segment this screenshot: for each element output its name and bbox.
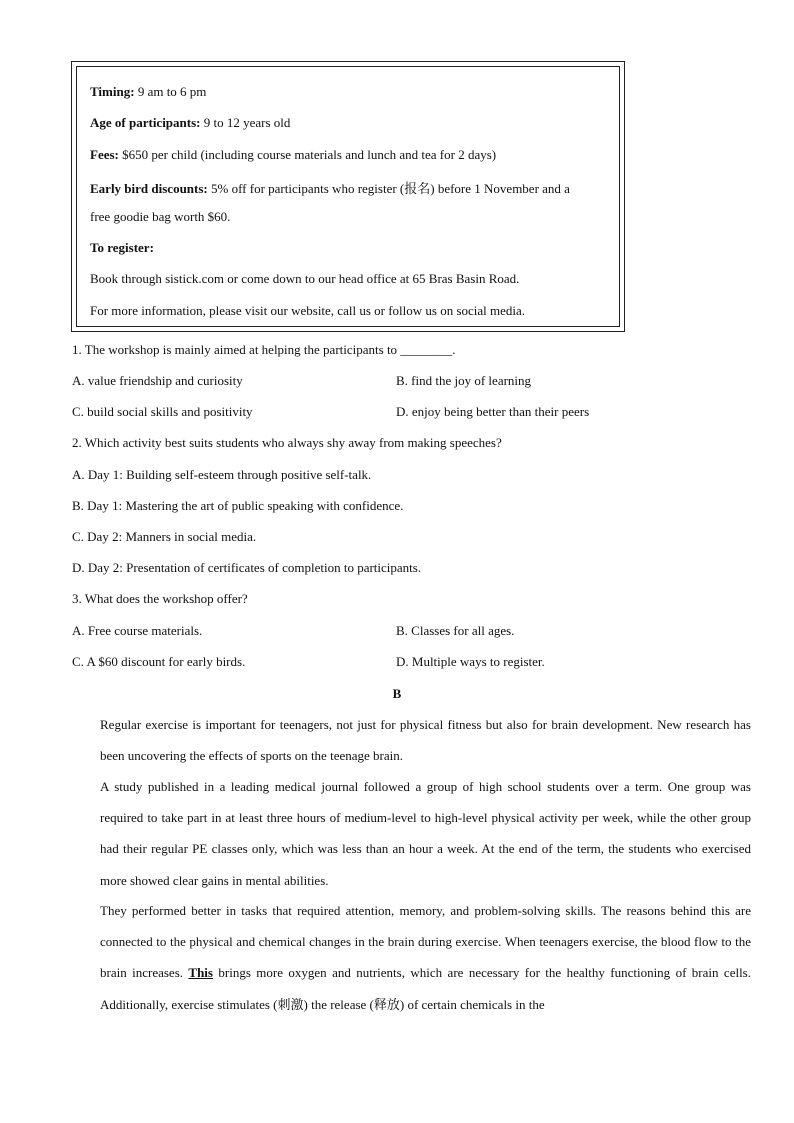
paragraph-3-text-after: brings more oxygen and nutrients, which are necessary for the healthy functioning of brain cells. Additionally, exercise stimulates (刺激) the release (释放) of certain chemicals in the [100, 965, 751, 1012]
early-bird-value: 5% off for participants who register (报名) before 1 November and a [211, 181, 570, 196]
question-1-option-b: B. find the joy of learning [396, 373, 532, 388]
question-1-option-c: C. build social skills and positivity [72, 404, 253, 419]
timing-label: Timing: [90, 84, 135, 99]
fees-line [90, 147, 496, 163]
register-label: To register: [90, 240, 154, 255]
info-box [71, 61, 625, 332]
question-3-option-d: D. Multiple ways to register. [396, 654, 545, 669]
section-b-paragraph-3 [72, 895, 751, 1020]
question-2-option-c: C. Day 2: Manners in social media. [72, 529, 257, 544]
age-value: 9 to 12 years old [203, 115, 291, 130]
question-3-stem: 3. What does the workshop offer? [72, 591, 248, 606]
question-3-option-a: A. Free course materials. [72, 623, 203, 638]
timing-value: 9 am to 6 pm [137, 84, 207, 99]
early-bird-line-2: free goodie bag worth $60. [90, 209, 231, 224]
section-b-heading: B [392, 686, 402, 701]
register-line: Book through sistick.com or come down to our head office at 65 Bras Basin Road. [90, 271, 520, 286]
fees-value: $650 per child (including course materials and lunch and tea for 2 days) [122, 147, 497, 162]
question-2-option-b: B. Day 1: Mastering the art of public speaking with confidence. [72, 498, 404, 513]
paragraph-3-text-before: They performed better in tasks that required attention, memory, and problem-solving skills. The reasons behind this are connected to the physical and chemical changes in the brain during exercise. When teenagers exercise, the blood flow to the brain increases. [100, 903, 751, 981]
question-3-option-b: B. Classes for all ages. [396, 623, 515, 638]
question-1-option-d: D. enjoy being better than their peers [396, 404, 590, 419]
question-3-option-c: C. A $60 discount for early birds. [72, 654, 246, 669]
highlighted-word-this: This [188, 965, 213, 981]
age-line [90, 115, 290, 131]
timing-line [90, 84, 206, 100]
early-bird-line [90, 178, 570, 197]
question-2-option-a: A. Day 1: Building self-esteem through positive self-talk. [72, 467, 372, 482]
more-info-line: For more information, please visit our website, call us or follow us on social media. [90, 303, 526, 318]
question-1-option-a: A. value friendship and curiosity [72, 373, 243, 388]
section-b-paragraph-2: A study published in a leading medical journal followed a group of high school students over a term. One group was required to take part in at least three hours of medium-level to high-level physical activity per week, while the other group had their regular PE classes only, which was less than an hour a week. At the end of the term, the students who exercised more showed clear gains in mental abilities. [100, 779, 751, 888]
section-b-paragraph-1: Regular exercise is important for teenagers, not just for physical fitness but also for brain development. New research has been uncovering the effects of sports on the teenage brain. [100, 717, 751, 764]
question-2-option-d: D. Day 2: Presentation of certificates of completion to participants. [72, 560, 422, 575]
info-box-inner [76, 66, 620, 327]
question-2-stem: 2. Which activity best suits students who always shy away from making speeches? [72, 435, 502, 450]
question-1-stem: 1. The workshop is mainly aimed at helping the participants to ________. [72, 342, 456, 357]
age-label: Age of participants: [90, 115, 201, 130]
fees-label: Fees: [90, 147, 119, 162]
early-bird-label: Early bird discounts: [90, 181, 208, 196]
